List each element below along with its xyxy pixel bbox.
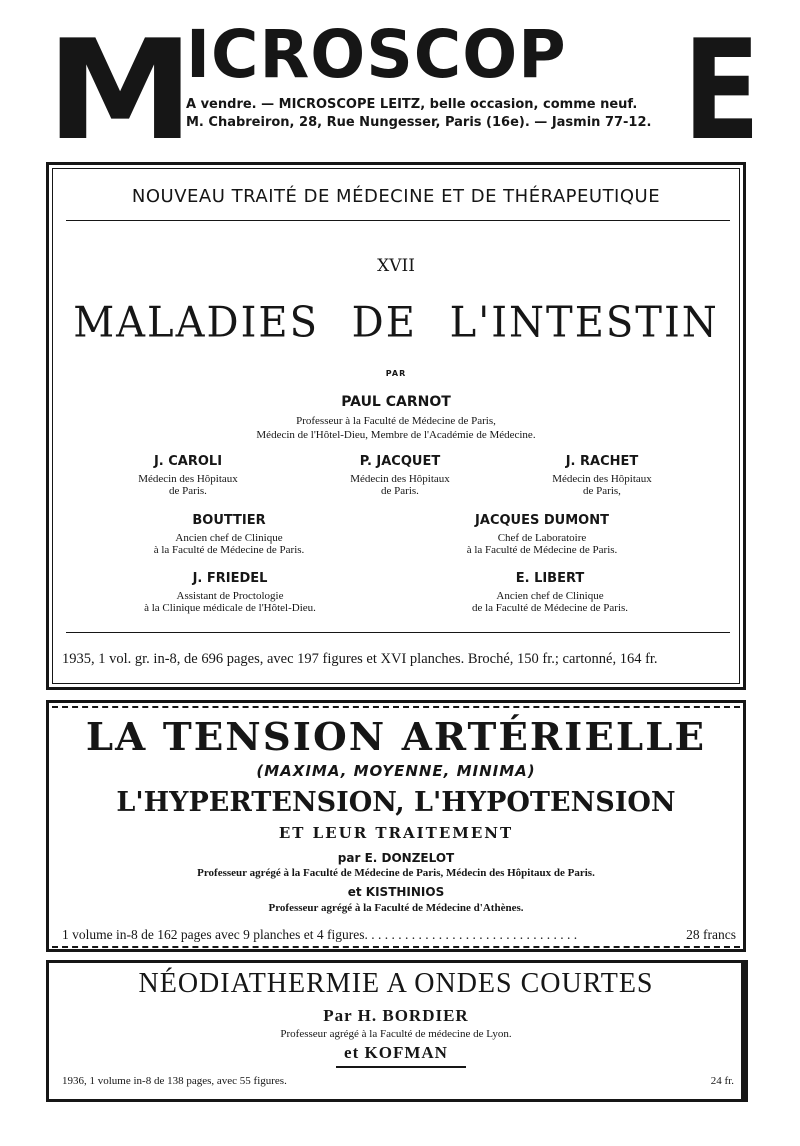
neodia-author-2: et KOFMAN — [344, 1043, 448, 1062]
tension-top-dashed-rule — [52, 706, 740, 708]
author-name: J. FRIEDEL — [192, 571, 268, 586]
neodia-author-1-desc: Professeur agrégé à la Faculté de médecine de Lyon. — [280, 1028, 512, 1040]
author-friedel — [110, 571, 350, 614]
neodia-volume-info: 1936, 1 volume in-8 de 138 pages, avec 55 figures. — [62, 1075, 287, 1087]
neodia-title: NÉODIATHERMIE A ONDES COURTES — [138, 968, 654, 999]
lead-author: PAUL CARNOT — [341, 394, 451, 410]
lead-author-desc-1: Professeur à la Faculté de Médecine de Paris, — [296, 415, 496, 427]
author-bouttier — [116, 513, 342, 556]
tension-author-2-desc: Professeur agrégé à la Faculté de Médecine d'Athènes. — [268, 902, 524, 914]
footer-rule — [66, 632, 730, 633]
author-name: BOUTTIER — [192, 513, 266, 528]
volume-number: XVII — [377, 256, 415, 276]
author-caroli — [118, 454, 258, 497]
tension-volume-row — [62, 927, 736, 943]
neodia-volume-row — [62, 1075, 734, 1087]
author-desc: de Paris, — [583, 485, 621, 497]
author-name: J. RACHET — [565, 454, 639, 469]
tension-author-2: et KISTHINIOS — [347, 885, 445, 899]
author-desc: Assistant de Proctologie — [176, 590, 284, 602]
tension-author-1-desc: Professeur agrégé à la Faculté de Médecine de Paris, Médecin des Hôpitaux de Paris. — [197, 867, 595, 879]
author-name: P. JACQUET — [359, 454, 441, 469]
tension-subtitle-2: ET LEUR TRAITEMENT — [278, 824, 514, 842]
par-label: PAR — [385, 369, 407, 378]
traite-footer: 1935, 1 vol. gr. in-8, de 696 pages, avec 197 figures et XVI planches. Broché, 150 fr.; cartonné, 164 fr. — [62, 651, 658, 667]
author-jacquet — [330, 454, 470, 497]
author-desc: Ancien chef de Clinique — [175, 532, 283, 544]
author-desc: de Paris. — [381, 485, 419, 497]
tension-author-1: par E. DONZELOT — [337, 851, 455, 865]
series-title-rule — [66, 220, 730, 221]
author-desc: à la Faculté de Médecine de Paris. — [153, 544, 305, 556]
author-desc: de Paris. — [169, 485, 207, 497]
author-name: JACQUES DUMONT — [475, 513, 609, 528]
author-desc: à la Clinique médicale de l'Hôtel-Dieu. — [144, 602, 316, 614]
author-name: J. CAROLI — [153, 454, 223, 469]
author-libert — [432, 571, 668, 614]
series-title: NOUVEAU TRAITÉ DE MÉDECINE ET DE THÉRAPEUTIQUE — [131, 186, 661, 207]
neodia-rule — [336, 1066, 466, 1068]
tension-price: 28 francs — [686, 927, 736, 942]
author-desc: Médecin des Hôpitaux — [138, 473, 238, 485]
microscope-letter-m: M — [46, 10, 195, 171]
author-rachet — [532, 454, 672, 497]
microscope-ad-line-2: M. Chabreiron, 28, Rue Nungesser, Paris (16e). — Jasmin 77-12. — [186, 115, 652, 130]
neodia-price: 24 fr. — [710, 1075, 734, 1087]
lead-author-desc-2: Médecin de l'Hôtel-Dieu, Membre de l'Académie de Médecine. — [256, 429, 536, 441]
tension-title-2: L'HYPERTENSION, L'HYPOTENSION — [116, 787, 676, 818]
author-desc: Ancien chef de Clinique — [496, 590, 604, 602]
microscope-title: ICROSCOP — [186, 16, 567, 93]
author-desc: Médecin des Hôpitaux — [350, 473, 450, 485]
author-desc: à la Faculté de Médecine de Paris. — [466, 544, 618, 556]
tension-title: LA TENSION ARTÉRIELLE — [85, 714, 707, 759]
microscope-ad-line-1: A vendre. — MICROSCOPE LEITZ, belle occasion, comme neuf. — [186, 97, 638, 112]
author-desc: Médecin des Hôpitaux — [552, 473, 652, 485]
tension-bottom-dashed-rule — [52, 946, 740, 948]
tension-volume-info: 1 volume in-8 de 162 pages avec 9 planches et 4 figures. . . . . . . . . . . . . . . . . . . . . . . . . . . . . . . . — [62, 927, 578, 942]
author-name: E. LIBERT — [515, 571, 585, 586]
author-dumont — [424, 513, 660, 556]
microscope-letter-e: E — [683, 10, 761, 171]
neodia-author-1: Par H. BORDIER — [323, 1006, 469, 1025]
tension-subtitle: (MAXIMA, MOYENNE, MINIMA) — [256, 762, 536, 780]
author-desc: de la Faculté de Médecine de Paris. — [471, 602, 629, 614]
author-desc: Chef de Laboratoire — [497, 532, 587, 544]
book-title: MALADIES DE L'INTESTIN — [73, 298, 719, 348]
